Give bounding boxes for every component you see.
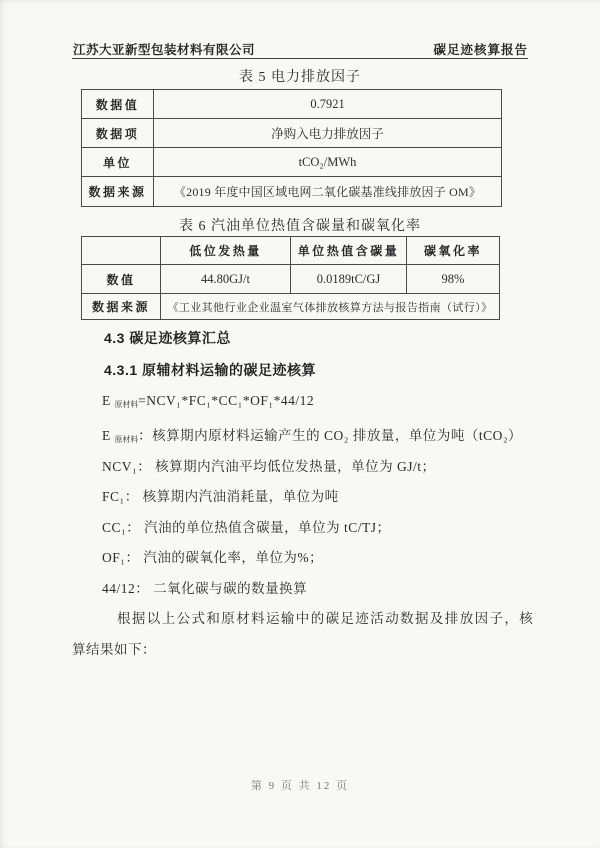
row-value: tCO₂/MWh xyxy=(154,148,502,177)
section-heading-4-3-1: 4.3.1 原辅材料运输的碳足迹核算 xyxy=(104,362,317,378)
row-label: 数据值 xyxy=(82,90,154,119)
table-row xyxy=(82,148,502,177)
table-row xyxy=(82,177,502,207)
table6-title: 表 6 汽油单位热值含碳量和碳氧化率 xyxy=(179,219,421,234)
row-value: 98% xyxy=(407,265,500,294)
formula-line: E $_{原材料}$=NCV₁*FC₁*CC₁*OF₁*44/12 xyxy=(102,393,315,409)
header-cell xyxy=(82,237,161,265)
definition-line-44-12: 44/12： 二氧化碳与碳的数量换算 xyxy=(102,581,308,596)
definition-line-fc: FC₁： 核算期内汽油消耗量，单位为吨 xyxy=(102,489,339,504)
row-value: 0.7921 xyxy=(154,90,502,119)
table5-title: 表 5 电力排放因子 xyxy=(239,70,361,85)
paragraph-line-2: 算结果如下： xyxy=(72,642,156,657)
header-company-name: 江苏大亚新型包装材料有限公司 xyxy=(73,43,256,57)
header-report-title: 碳足迹核算报告 xyxy=(433,43,528,57)
row-label: 数值 xyxy=(82,265,161,294)
page-number: 第 9 页 共 12 页 xyxy=(250,780,350,792)
table-gasoline-carbon-factors xyxy=(81,236,500,320)
row-label: 数据项 xyxy=(82,119,154,148)
header-cell: 低位发热量 xyxy=(161,237,291,265)
table-electricity-emission-factor xyxy=(81,89,502,207)
row-value: 0.0189tC/GJ xyxy=(291,265,407,294)
row-value: 净购入电力排放因子 xyxy=(154,119,502,148)
row-value: 44.80GJ/t xyxy=(161,265,291,294)
table-row xyxy=(82,119,502,148)
definition-line-ncv: NCV₁： 核算期内汽油平均低位发热量，单位为 GJ/t； xyxy=(102,459,436,474)
row-value: 《2019 年度中国区域电网二氧化碳基准线排放因子 OM》 xyxy=(154,177,502,207)
paragraph-line-1: 根据以上公式和原材料运输中的碳足迹活动数据及排放因子，核 xyxy=(117,611,535,626)
row-label: 数据来源 xyxy=(82,177,154,207)
table-row xyxy=(82,90,502,119)
section-heading-4-3: 4.3 碳足迹核算汇总 xyxy=(104,330,231,346)
row-label: 数据来源 xyxy=(82,294,161,320)
row-value: 《工业其他行业企业温室气体排放核算方法与报告指南（试行）》 xyxy=(161,294,500,320)
definition-line-of: OF₁： 汽油的碳氧化率，单位为%； xyxy=(102,550,324,565)
definition-line-e: E $_{原材料}$：核算期内原材料运输产生的 CO₂ 排放量，单位为吨（tCO₂） xyxy=(102,428,523,444)
header-cell: 单位热值含碳量 xyxy=(291,237,407,265)
table-header-row xyxy=(82,237,500,265)
table-row xyxy=(82,265,500,294)
definition-line-cc: CC₁： 汽油的单位热值含碳量，单位为 tC/TJ； xyxy=(102,520,391,535)
header-rule xyxy=(72,58,528,59)
header-cell: 碳氧化率 xyxy=(407,237,500,265)
row-label: 单位 xyxy=(82,148,154,177)
table-row xyxy=(82,294,500,320)
